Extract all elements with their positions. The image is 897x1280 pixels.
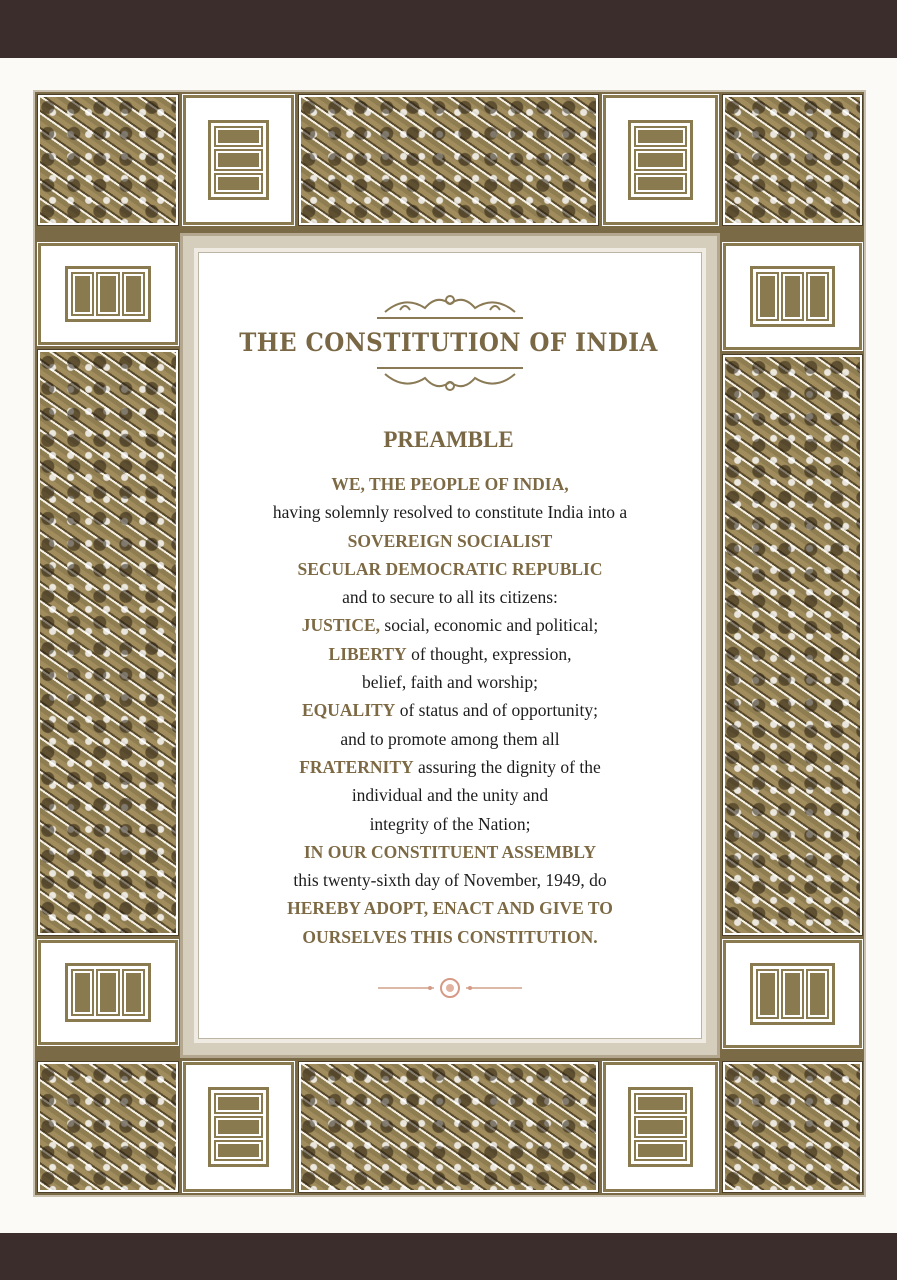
emphasis-text: EQUALITY — [301, 700, 396, 721]
preamble-line — [200, 810, 700, 838]
flourish-top-icon — [375, 290, 525, 320]
emphasis-text: FRATERNITY — [299, 756, 414, 777]
border-scene-lion — [38, 95, 178, 225]
border-scene-floral — [299, 95, 598, 225]
bottom-bar — [0, 1233, 897, 1280]
body-text: assuring the dignity of the — [413, 756, 601, 777]
preamble-line — [200, 838, 700, 866]
body-text: and to promote among them all — [340, 728, 560, 749]
border-tile — [183, 1062, 294, 1192]
border-scene-floral — [299, 1062, 598, 1192]
emphasis-text: WE, THE PEOPLE OF INDIA, — [331, 474, 569, 494]
preamble-line — [200, 583, 700, 611]
border-scene-elephant — [723, 95, 862, 225]
border-tile — [603, 95, 718, 225]
body-text: belief, faith and worship; — [362, 672, 538, 693]
body-text: of status and of opportunity; — [395, 700, 599, 721]
border-tile — [38, 940, 178, 1045]
border-tile — [603, 1062, 718, 1192]
body-text: integrity of the Nation; — [369, 813, 531, 834]
top-bar — [0, 0, 897, 58]
preamble-line — [200, 611, 700, 639]
body-text: and to secure to all its citizens: — [342, 587, 558, 608]
border-scene-horse — [38, 1062, 178, 1192]
body-text: this twenty-sixth day of November, 1949, do — [293, 870, 607, 891]
flourish-divider-icon — [378, 976, 522, 1000]
preamble-line — [200, 923, 700, 951]
emphasis-text: SOVEREIGN SOCIALIST — [347, 530, 553, 551]
preamble-line — [200, 640, 700, 668]
emphasis-text: LIBERTY — [328, 643, 407, 664]
preamble-line — [200, 753, 700, 781]
emphasis-text: OURSELVES THIS CONSTITUTION. — [302, 926, 598, 947]
preamble-line — [200, 696, 700, 724]
preamble-line — [200, 555, 700, 583]
emphasis-text: SECULAR DEMOCRATIC REPUBLIC — [297, 558, 603, 579]
preamble-text — [200, 470, 700, 951]
body-text: of thought, expression, — [406, 643, 572, 664]
body-text: having solemnly resolved to constitute India into a — [272, 502, 628, 523]
preamble-line — [200, 668, 700, 696]
border-tile — [183, 95, 294, 225]
emphasis-text: JUSTICE, — [301, 615, 381, 636]
preamble-line — [200, 725, 700, 753]
border-tile — [723, 940, 862, 1048]
preamble-line — [200, 498, 700, 526]
emphasis-text: IN OUR CONSTITUENT ASSEMBLY — [303, 841, 597, 862]
border-scene-deer — [723, 1062, 862, 1192]
preamble-line — [200, 894, 700, 922]
preamble-line — [200, 470, 700, 498]
body-text: social, economic and political; — [380, 615, 599, 636]
preamble-line — [200, 866, 700, 894]
emphasis-text: HEREBY ADOPT, ENACT AND GIVE TO — [287, 898, 613, 919]
body-text: individual and the unity and — [351, 785, 549, 806]
document-title: THE CONSTITUTION OF INDIA — [239, 328, 658, 357]
preamble-line — [200, 527, 700, 555]
preamble-heading: PREAMBLE — [383, 427, 514, 452]
flourish-bottom-icon — [375, 366, 525, 396]
preamble-line — [200, 781, 700, 809]
